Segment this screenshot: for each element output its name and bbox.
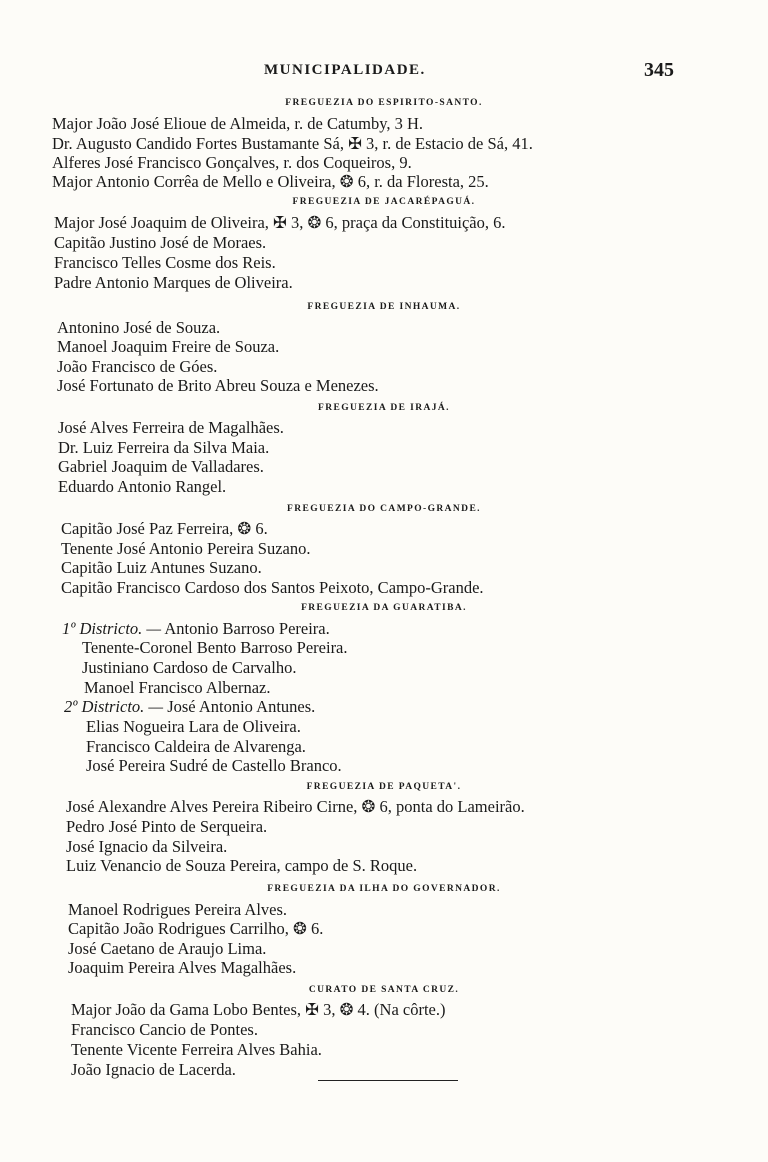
running-title: MUNICIPALIDADE.: [264, 62, 426, 78]
section-heading: FREGUEZIA DA ILHA DO GOVERNADOR.: [267, 884, 501, 894]
entry-line: Major José Joaquim de Oliveira, ✠ 3, ❂ 6, praça da Constituição, 6.: [54, 213, 506, 232]
section-heading: FREGUEZIA DE IRAJÁ.: [318, 403, 450, 413]
entry-line: Dr. Augusto Candido Fortes Bustamante Sá, ✠ 3, r. de Estacio de Sá, 41.: [52, 134, 533, 153]
entry-line: José Pereira Sudré de Castello Branco.: [86, 756, 342, 775]
entry-line: Manoel Francisco Albernaz.: [84, 678, 271, 697]
entry-line: Francisco Telles Cosme dos Reis.: [54, 253, 276, 272]
section-heading: FREGUEZIA DO ESPIRITO-SANTO.: [285, 98, 483, 108]
closing-rule: [318, 1080, 458, 1081]
entry-line: Francisco Caldeira de Alvarenga.: [86, 737, 306, 756]
entry-line: Capitão Justino José de Moraes.: [54, 233, 267, 252]
district-label: 2º Districto. —: [64, 697, 164, 716]
entry-line: Dr. Luiz Ferreira da Silva Maia.: [58, 438, 270, 457]
entry-line: José Caetano de Araujo Lima.: [68, 939, 267, 958]
district-entry: [62, 619, 330, 639]
entry-line: Antonino José de Souza.: [57, 318, 221, 337]
section-heading: CURATO DE SANTA CRUZ.: [308, 985, 460, 995]
entry-line: José Alexandre Alves Pereira Ribeiro Cirne, ❂ 6, ponta do Lameirão.: [66, 797, 525, 816]
entry-line: Joaquim Pereira Alves Magalhães.: [68, 958, 297, 977]
entry-line: Major João da Gama Lobo Bentes, ✠ 3, ❂ 4. (Na côrte.): [71, 1000, 446, 1019]
section-heading: FREGUEZIA DE JACARÉPAGUÁ.: [292, 197, 476, 207]
district-entry: [64, 697, 315, 717]
entry-line: João Francisco de Góes.: [57, 357, 218, 376]
entry-line: Elias Nogueira Lara de Oliveira.: [86, 717, 301, 736]
entry-line: José Alves Ferreira de Magalhães.: [58, 418, 284, 437]
entry-line: Tenente Vicente Ferreira Alves Bahia.: [71, 1040, 322, 1059]
entry-line: José Fortunato de Brito Abreu Souza e Menezes.: [57, 376, 379, 395]
entry-line: Capitão Luiz Antunes Suzano.: [61, 558, 262, 577]
entry-line: Tenente-Coronel Bento Barroso Pereira.: [82, 638, 348, 657]
entry-line: Major João José Elioue de Almeida, r. de Catumby, 3 H.: [52, 114, 424, 133]
page-number: 345: [644, 59, 674, 81]
entry-line: Capitão Francisco Cardoso dos Santos Peixoto, Campo-Grande.: [61, 578, 484, 597]
entry-line: Luiz Venancio de Souza Pereira, campo de S. Roque.: [66, 856, 418, 875]
entry-line: Manoel Rodrigues Pereira Alves.: [68, 900, 288, 919]
section-heading: FREGUEZIA DA GUARATIBA.: [301, 603, 467, 613]
entry-line: Antonio Barroso Pereira.: [164, 619, 330, 638]
entry-line: José Antonio Antunes.: [167, 697, 316, 716]
entry-line: Francisco Cancio de Pontes.: [71, 1020, 258, 1039]
entry-line: Tenente José Antonio Pereira Suzano.: [61, 539, 311, 558]
entry-line: José Ignacio da Silveira.: [66, 837, 228, 856]
section-heading: FREGUEZIA DE INHAUMA.: [307, 302, 461, 312]
entry-line: Padre Antonio Marques de Oliveira.: [54, 273, 293, 292]
section-heading: FREGUEZIA DE PAQUETA'.: [306, 782, 462, 792]
entry-line: Pedro José Pinto de Serqueira.: [66, 817, 268, 836]
entry-line: Capitão José Paz Ferreira, ❂ 6.: [61, 519, 268, 538]
entry-line: Eduardo Antonio Rangel.: [58, 477, 227, 496]
entry-line: Major Antonio Corrêa de Mello e Oliveira, ❂ 6, r. da Floresta, 25.: [52, 172, 489, 191]
entry-line: Gabriel Joaquim de Valladares.: [58, 457, 264, 476]
district-label: 1º Districto. —: [62, 619, 162, 638]
entry-line: João Ignacio de Lacerda.: [71, 1060, 236, 1079]
section-heading: FREGUEZIA DO CAMPO-GRANDE.: [287, 504, 481, 514]
entry-line: Alferes José Francisco Gonçalves, r. dos Coqueiros, 9.: [52, 153, 412, 172]
entry-line: Capitão João Rodrigues Carrilho, ❂ 6.: [68, 919, 324, 938]
entry-line: Manoel Joaquim Freire de Souza.: [57, 337, 280, 356]
entry-line: Justiniano Cardoso de Carvalho.: [82, 658, 297, 677]
page-header: [0, 59, 768, 86]
